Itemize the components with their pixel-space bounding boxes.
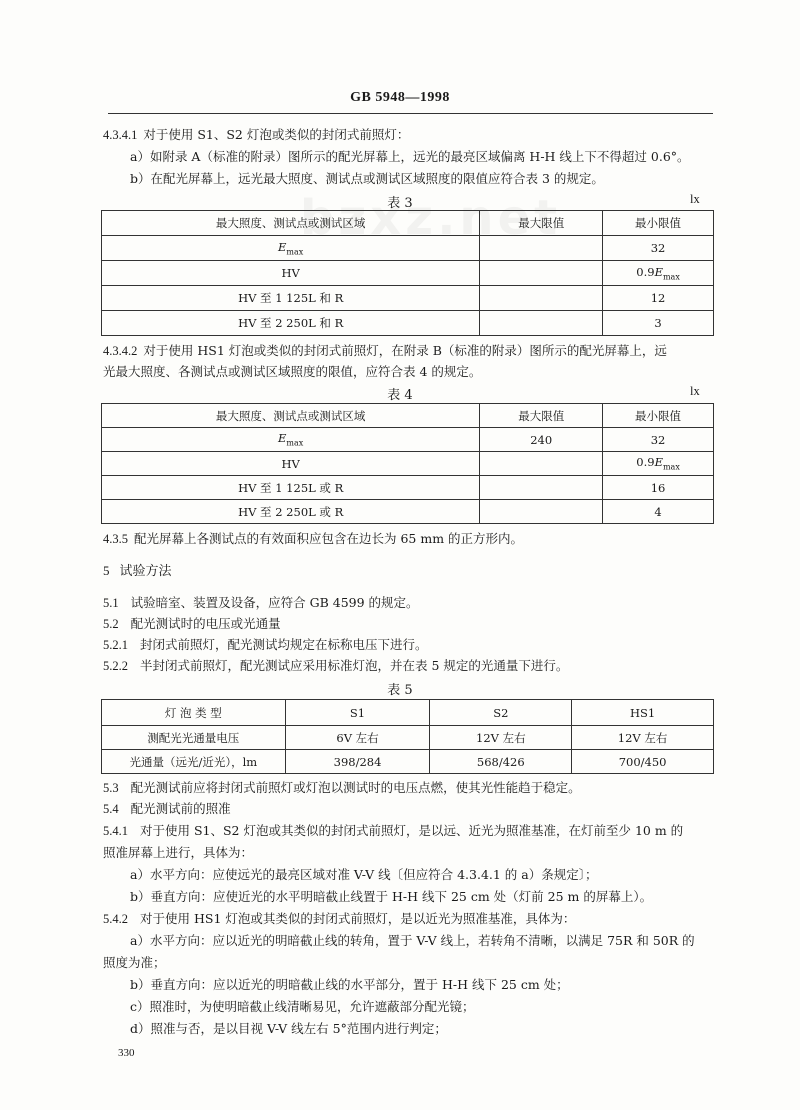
- clause-541: [103, 823, 683, 839]
- table3-unit: lx: [690, 192, 700, 206]
- table4-row: [102, 476, 714, 500]
- page-number: 330: [118, 1047, 135, 1059]
- clause-text: 对于使用 HS1 灯泡或其类似的封闭式前照灯，是以近光为照准基准，具体为：: [140, 911, 576, 926]
- clause-435: [103, 531, 523, 547]
- clause-text: 配光测试前的照准: [130, 801, 231, 816]
- table3-row: [102, 261, 714, 286]
- clause-number: 5.4.1: [103, 824, 128, 838]
- clause-text: 试验暗室、装置及设备，应符合 GB 4599 的规定。: [130, 595, 419, 610]
- table4-row: [102, 500, 714, 524]
- table5-header: 灯 泡 类 型: [102, 700, 286, 726]
- clause-number: 5.4.2: [103, 912, 128, 926]
- table4-header: 最小限值: [603, 404, 714, 428]
- clause-522: [103, 658, 568, 674]
- table-cell: [480, 476, 603, 500]
- clause-text: 对于使用 S1、S2 灯泡或类似的封闭式前照灯：: [143, 127, 410, 142]
- clause-number: 4.3.4.2: [103, 344, 138, 358]
- table4-header: 最大限值: [480, 404, 603, 428]
- clause-542-a: a）水平方向：应以近光的明暗截止线的转角，置于 V-V 线上，若转角不清晰，以满足 75R 和 50R 的: [130, 933, 695, 948]
- clause-541-cont: 照准屏幕上进行，具体为：: [103, 845, 254, 860]
- table-cell: 12: [603, 286, 714, 311]
- table3-row: [102, 286, 714, 311]
- table-cell: 4: [603, 500, 714, 524]
- table5-header: HS1: [572, 700, 714, 726]
- clause-542: [103, 911, 575, 927]
- table3-header: 最小限值: [603, 211, 714, 236]
- table4: [101, 403, 714, 524]
- table-cell: 3: [603, 311, 714, 336]
- clause-4341: [103, 127, 409, 143]
- table-cell: 568/426: [430, 750, 572, 774]
- table3-header: 最大限值: [480, 211, 603, 236]
- table5-row: [102, 750, 714, 774]
- table-cell: [480, 452, 603, 476]
- clause-text: 半封闭式前照灯，配光测试应采用标准灯泡，并在表 5 规定的光通量下进行。: [140, 658, 569, 673]
- clause-541-a: a）水平方向：应使远光的最亮区域对准 V-V 线〔但应符合 4.3.4.1 的 a）条规定〕；: [130, 867, 598, 882]
- table-cell: HV 至 2 250L 或 R: [102, 500, 480, 524]
- clause-number: 4.3.5: [103, 532, 128, 546]
- table5-title: 表 5: [387, 683, 413, 698]
- table5-row: [102, 726, 714, 750]
- table4-row: [102, 452, 714, 476]
- table4-title: 表 4: [387, 388, 413, 403]
- clause-4341-b: b）在配光屏幕上，远光最大照度、测试点或测试区域照度的限值应符合表 3 的规定。: [130, 171, 604, 186]
- table3-row: [102, 311, 714, 336]
- table-cell: 240: [480, 428, 603, 452]
- section-5-heading: [103, 563, 172, 580]
- table-cell: 12V 左右: [430, 726, 572, 750]
- clause-number: 5.2.1: [103, 638, 128, 652]
- clause-text: 封闭式前照灯，配光测试均规定在标称电压下进行。: [140, 637, 428, 652]
- clause-number: 4.3.4.1: [103, 128, 138, 142]
- clause-541-b: b）垂直方向：应使近光的水平明暗截止线置于 H-H 线下 25 cm 处（灯前 25 m 的屏幕上）。: [130, 889, 653, 904]
- clause-text: 配光测试时的电压或光通量: [130, 616, 281, 631]
- table4-header: 最大照度、测试点或测试区域: [102, 404, 480, 428]
- emax-fraction-cell: $0.9E_{max}$: [603, 452, 714, 476]
- table-cell: 32: [603, 236, 714, 261]
- clause-4342: [103, 343, 667, 359]
- table-cell: [480, 311, 603, 336]
- table-cell: 32: [603, 428, 714, 452]
- clause-number: 5.1: [103, 596, 119, 610]
- table3-row: [102, 236, 714, 261]
- clause-542-b: b）垂直方向：应以近光的明暗截止线的水平部分，置于 H-H 线下 25 cm 处；: [130, 977, 569, 992]
- clause-text: 对于使用 S1、S2 灯泡或其类似的封闭式前照灯，是以远、近光为照准基准，在灯前至少 10 m 的: [140, 823, 684, 838]
- header-divider: [108, 113, 713, 114]
- table4-unit: lx: [690, 384, 700, 398]
- table-cell: HV: [102, 261, 480, 286]
- table-cell: 398/284: [285, 750, 430, 774]
- table3-title: 表 3: [387, 196, 413, 211]
- standard-code-header: GB 5948—1998: [350, 90, 450, 105]
- table5-header: S1: [285, 700, 430, 726]
- table3: [101, 210, 714, 336]
- table-cell: [480, 261, 603, 286]
- clause-542-a-cont: 照度为准；: [103, 955, 166, 970]
- table3-header: 最大照度、测试点或测试区域: [102, 211, 480, 236]
- table5-header: S2: [430, 700, 572, 726]
- table4-header-row: [102, 404, 714, 428]
- emax-fraction-cell: $0.9E_{max}$: [603, 261, 714, 286]
- emax-cell: $E_{max}$: [102, 236, 480, 261]
- clause-number: 5.4: [103, 802, 119, 816]
- table-cell: [480, 286, 603, 311]
- table-cell: 12V 左右: [572, 726, 714, 750]
- clause-542-c: c）照准时，为使明暗截止线清晰易见，允许遮蔽部分配光镜；: [130, 999, 475, 1014]
- clause-54: [103, 801, 231, 817]
- clause-4341-a: a）如附录 A（标准的附录）图所示的配光屏幕上，远光的最亮区域偏离 H-H 线上下不得超过 0.6°。: [130, 149, 690, 164]
- table5-header-row: [102, 700, 714, 726]
- clause-51: [103, 595, 419, 611]
- clause-number: 5.3: [103, 781, 119, 795]
- clause-number: 5.2: [103, 617, 119, 631]
- table-cell: HV 至 1 125L 或 R: [102, 476, 480, 500]
- table-cell: [480, 236, 603, 261]
- table-cell: 6V 左右: [285, 726, 430, 750]
- table-cell: HV: [102, 452, 480, 476]
- clause-number: 5.2.2: [103, 659, 128, 673]
- section-number: 5: [103, 563, 110, 578]
- clause-text: 对于使用 HS1 灯泡或类似的封闭式前照灯，在附录 B（标准的附录）图所示的配光屏幕上，远: [143, 343, 667, 358]
- table-cell: 光通量（远光/近光），lm: [102, 750, 286, 774]
- clause-542-d: d）照准与否，是以目视 V-V 线左右 5°范围内进行判定；: [130, 1021, 447, 1036]
- table-cell: 测配光光通量电压: [102, 726, 286, 750]
- clause-4342-cont: 光最大照度、各测试点或测试区域照度的限值，应符合表 4 的规定。: [103, 364, 482, 379]
- table-cell: HV 至 1 125L 和 R: [102, 286, 480, 311]
- clause-52: [103, 616, 281, 632]
- clause-53: [103, 780, 581, 796]
- clause-521: [103, 637, 428, 653]
- table5: [101, 699, 714, 774]
- clause-text: 配光屏幕上各测试点的有效面积应包含在边长为 65 mm 的正方形内。: [134, 531, 524, 546]
- section-title: 试验方法: [119, 564, 172, 579]
- clause-text: 配光测试前应将封闭式前照灯或灯泡以测试时的电压点燃，使其光性能趋于稳定。: [130, 780, 581, 795]
- table-cell: [480, 500, 603, 524]
- table3-header-row: [102, 211, 714, 236]
- table4-row: [102, 428, 714, 452]
- table-cell: 700/450: [572, 750, 714, 774]
- table-cell: HV 至 2 250L 和 R: [102, 311, 480, 336]
- table-cell: 16: [603, 476, 714, 500]
- emax-cell: $E_{max}$: [102, 428, 480, 452]
